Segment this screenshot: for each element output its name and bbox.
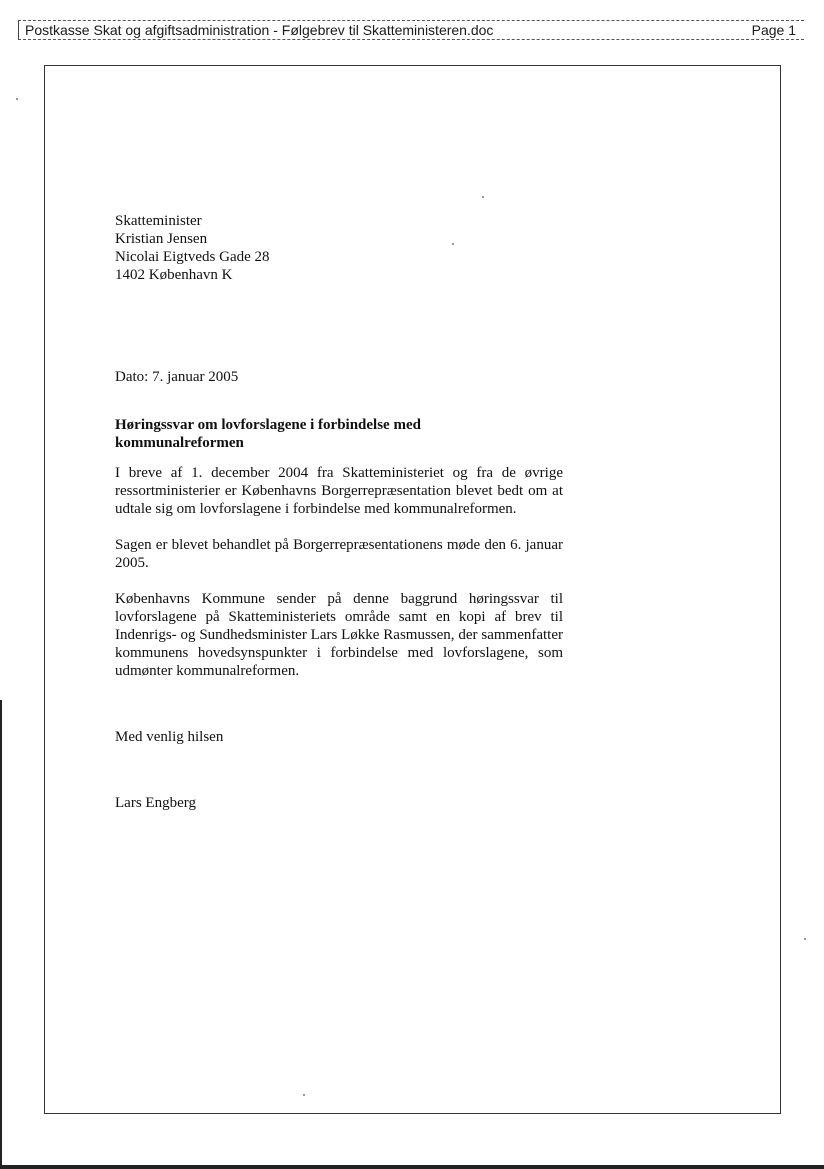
- scan-speck: [303, 1094, 305, 1096]
- letter-closing: Med venlig hilsen: [115, 729, 224, 745]
- letter-body: [115, 212, 563, 812]
- document-title: Postkasse Skat og afgiftsadministration - Følgebrev til Skatteministeren.doc: [25, 22, 494, 38]
- body-paragraph: Sagen er blevet behandlet på Borgerrepræsentationens møde den 6. januar 2005.: [115, 537, 563, 571]
- recipient-address: [115, 212, 563, 284]
- letter-subject: Høringssvar om lovforslagene i forbindelse med kommunalreformen: [115, 417, 421, 451]
- body-paragraph: Københavns Kommune sender på denne baggrund høringssvar til lovforslagene på Skatteministeriets område samt en kopi af brev til Indenrigs- og Sundhedsminister Lars Løkke Rasmussen, der sammenfatter kommunens hovedsynspunkter i forbindelse med lovforslagene, som udmønter kommunalreformen.: [115, 591, 563, 679]
- page-number: Page 1: [751, 22, 796, 38]
- letter-date: Dato: 7. januar 2005: [115, 369, 239, 385]
- recipient-title: Skatteminister: [115, 213, 202, 229]
- scan-speck: [16, 98, 18, 100]
- scan-edge-bottom: [0, 1165, 824, 1169]
- recipient-name: Kristian Jensen: [115, 231, 208, 247]
- recipient-city: 1402 København K: [115, 267, 233, 283]
- scan-speck: [804, 938, 806, 940]
- letter-signature: Lars Engberg: [115, 795, 196, 811]
- print-header: [18, 20, 804, 40]
- body-paragraph: I breve af 1. december 2004 fra Skatteministeriet og fra de øvrige ressortministerier er Københavns Borgerrepræsentation blevet bedt om at udtale sig om lovforslagene i forbindelse med kommunalreformen.: [115, 465, 563, 517]
- scan-speck: [482, 196, 484, 198]
- scan-edge-left: [0, 700, 2, 1169]
- recipient-street: Nicolai Eigtveds Gade 28: [115, 249, 270, 265]
